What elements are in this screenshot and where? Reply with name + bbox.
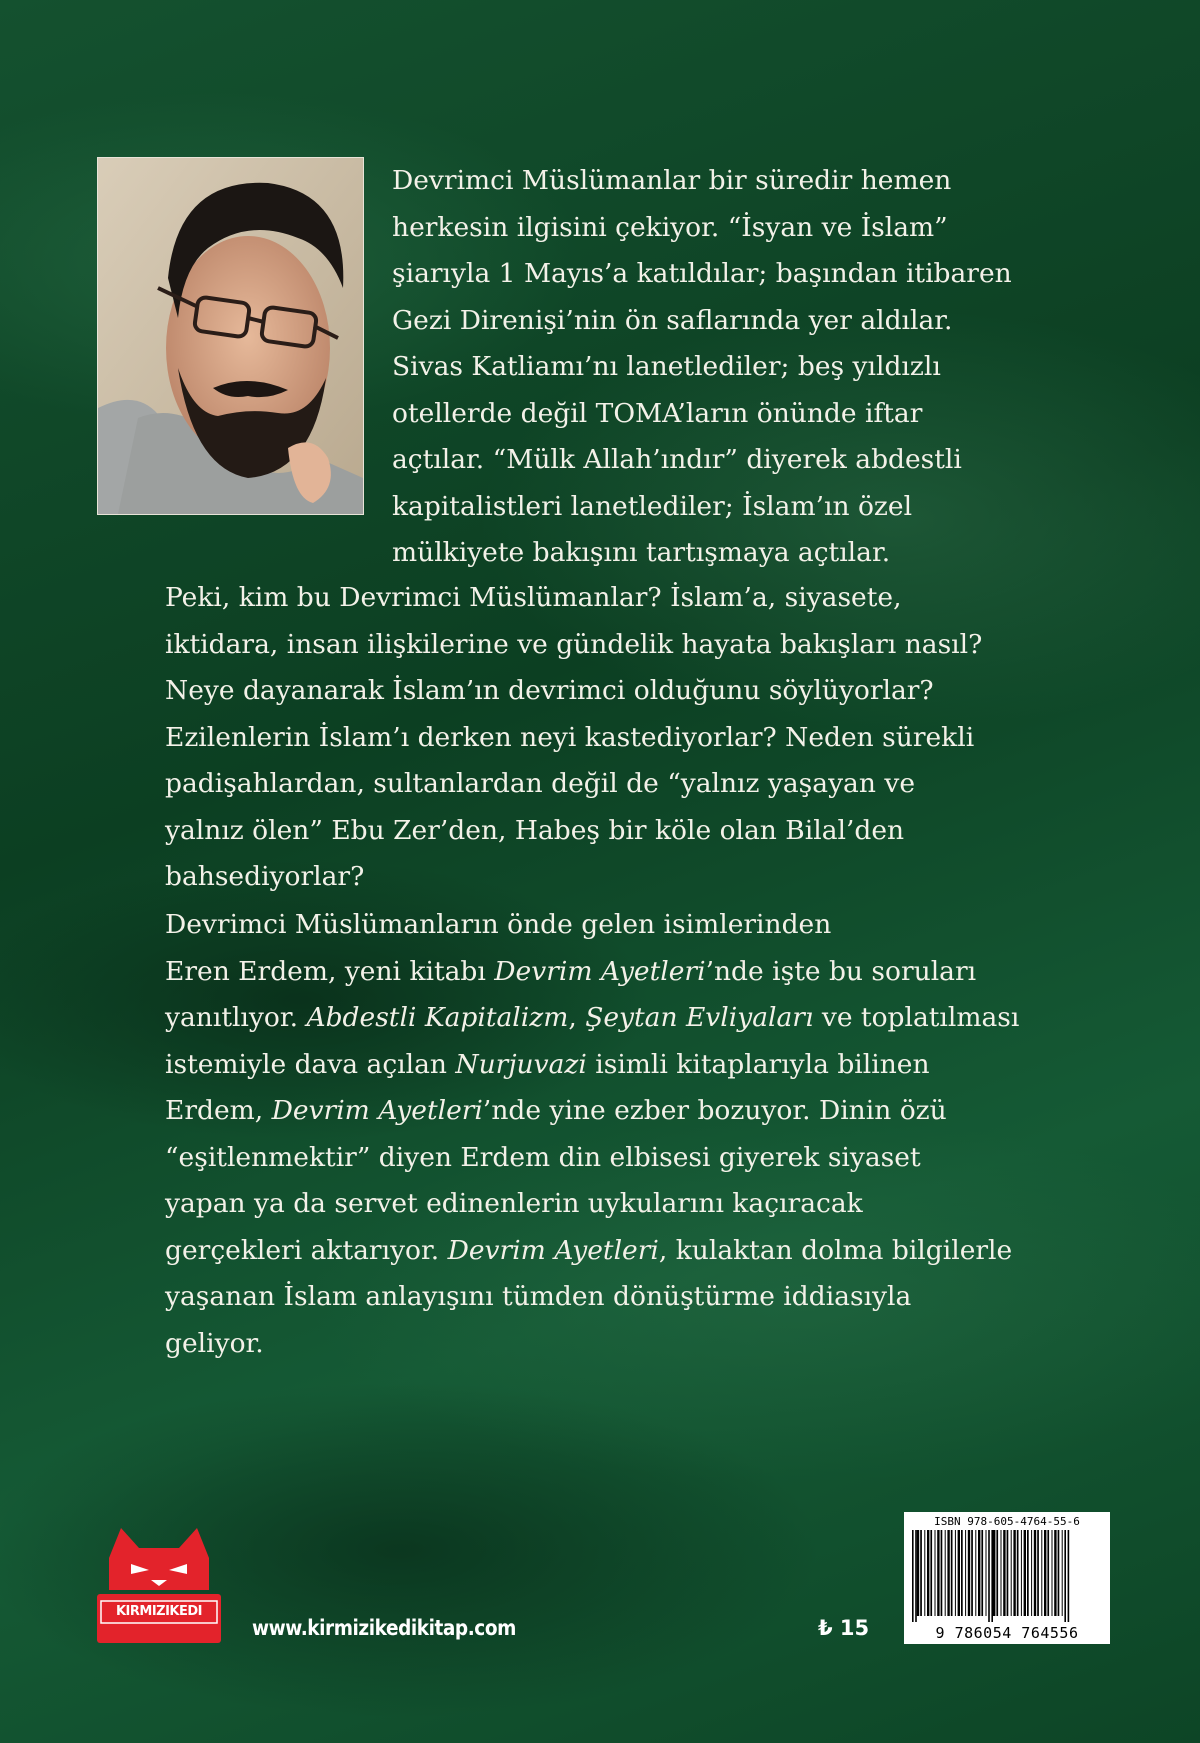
closing-line <box>165 1228 1095 1275</box>
publisher-website[interactable]: www.kirmizikedikitap.com <box>252 1616 516 1640</box>
book-title: Abdestli Kapitalizm <box>306 1002 569 1033</box>
intro-line: mülkiyete bakışını tartışmaya açtılar. <box>392 537 891 568</box>
intro-line: şiarıyla 1 Mayıs’a katıldılar; başından itibaren <box>392 258 1012 289</box>
closing-line <box>165 1321 1095 1368</box>
closing-line <box>165 1088 1095 1135</box>
barcode-bars <box>912 1530 1102 1622</box>
closing-text: ’nde yine ezber bozuyor. Dinin özü <box>482 1095 947 1126</box>
question-line: Neye dayanarak İslam’ın devrimci olduğunu söylüyorlar? <box>165 675 934 706</box>
closing-line <box>165 949 1095 996</box>
intro-line: kapitalistleri lanetlediler; İslam’ın özel <box>392 490 913 522</box>
closing-text: istemiyle dava açılan <box>165 1048 456 1080</box>
book-title: Şeytan Evliyaları <box>585 1002 814 1033</box>
question-line: padişahlardan, sultanlardan değil de “yalnız yaşayan ve <box>165 768 915 799</box>
question-line: Ezilenlerin İslam’ı derken neyi kastediyorlar? Neden sürekli <box>165 721 975 753</box>
closing-text: ve toplatılması <box>813 1002 1020 1033</box>
closing-text: “eşitlenmektir” diyen Erdem din elbisesi giyerek siyaset <box>165 1141 921 1173</box>
closing-text: yapan ya da servet edinenlerin uykularını kaçıracak <box>165 1188 863 1219</box>
closing-text: , <box>568 1002 586 1033</box>
intro-line: otellerde değil TOMA’ların önünde iftar <box>392 397 923 429</box>
book-title: Devrim Ayetleri <box>447 1234 659 1266</box>
closing-text: Eren Erdem, yeni kitabı <box>165 955 495 987</box>
book-title: Nurjuvazi <box>455 1048 587 1080</box>
intro-line: açtılar. “Mülk Allah’ındır” diyerek abdestli <box>392 444 962 475</box>
closing-text: yanıtlıyor. <box>165 1002 307 1033</box>
question-line: Peki, kim bu Devrimci Müslümanlar? İslam’a, siyasete, <box>165 582 902 613</box>
questions-paragraph <box>165 575 1095 901</box>
book-title: Devrim Ayetleri <box>271 1095 483 1126</box>
closing-text: isimli kitaplarıyla bilinen <box>586 1048 930 1080</box>
closing-text: Erdem, <box>165 1095 272 1126</box>
closing-line <box>165 995 1095 1042</box>
isbn-barcode <box>904 1512 1110 1644</box>
closing-line <box>165 1135 1095 1182</box>
closing-text: Devrimci Müslümanların önde gelen isimlerinden <box>165 909 832 940</box>
closing-line <box>165 1181 1095 1228</box>
intro-line: Gezi Direnişi’nin ön saflarında yer aldılar. <box>392 304 953 336</box>
closing-paragraph <box>165 902 1095 1367</box>
ean-digits: 9 786054 764556 <box>935 1624 1079 1642</box>
closing-line <box>165 1042 1095 1089</box>
publisher-logo-text: KIRMIZIKEDI <box>115 1604 203 1619</box>
closing-text: , kulaktan dolma bilgilerle <box>658 1234 1013 1266</box>
intro-line: Devrimci Müslümanlar bir süredir hemen <box>392 165 952 196</box>
closing-line <box>165 902 1095 949</box>
book-title: Devrim Ayetleri <box>494 955 706 987</box>
author-photo <box>97 157 364 515</box>
closing-text: yaşanan İslam anlayışını tümden dönüştürme iddiasıyla <box>165 1281 912 1312</box>
closing-text: geliyor. <box>165 1327 264 1359</box>
price-label: ₺ 15 <box>818 1616 870 1640</box>
closing-text: gerçekleri aktarıyor. <box>165 1234 448 1266</box>
isbn-label: ISBN 978-605-4764-55-6 <box>934 1515 1080 1528</box>
closing-text: ’nde işte bu soruları <box>705 955 977 987</box>
question-line: iktidara, insan ilişkilerine ve gündelik hayata bakışları nasıl? <box>165 628 983 660</box>
question-line: bahsediyorlar? <box>165 861 365 892</box>
intro-paragraph <box>392 158 1092 577</box>
question-line: yalnız ölen” Ebu Zer’den, Habeş bir köle olan Bilal’den <box>165 814 905 846</box>
intro-line: Sivas Katliamı’nı lanetlediler; beş yıldızlı <box>392 351 941 382</box>
publisher-logo[interactable] <box>97 1528 221 1643</box>
closing-line <box>165 1274 1095 1321</box>
intro-line: herkesin ilgisini çekiyor. “İsyan ve İslam” <box>392 211 948 243</box>
